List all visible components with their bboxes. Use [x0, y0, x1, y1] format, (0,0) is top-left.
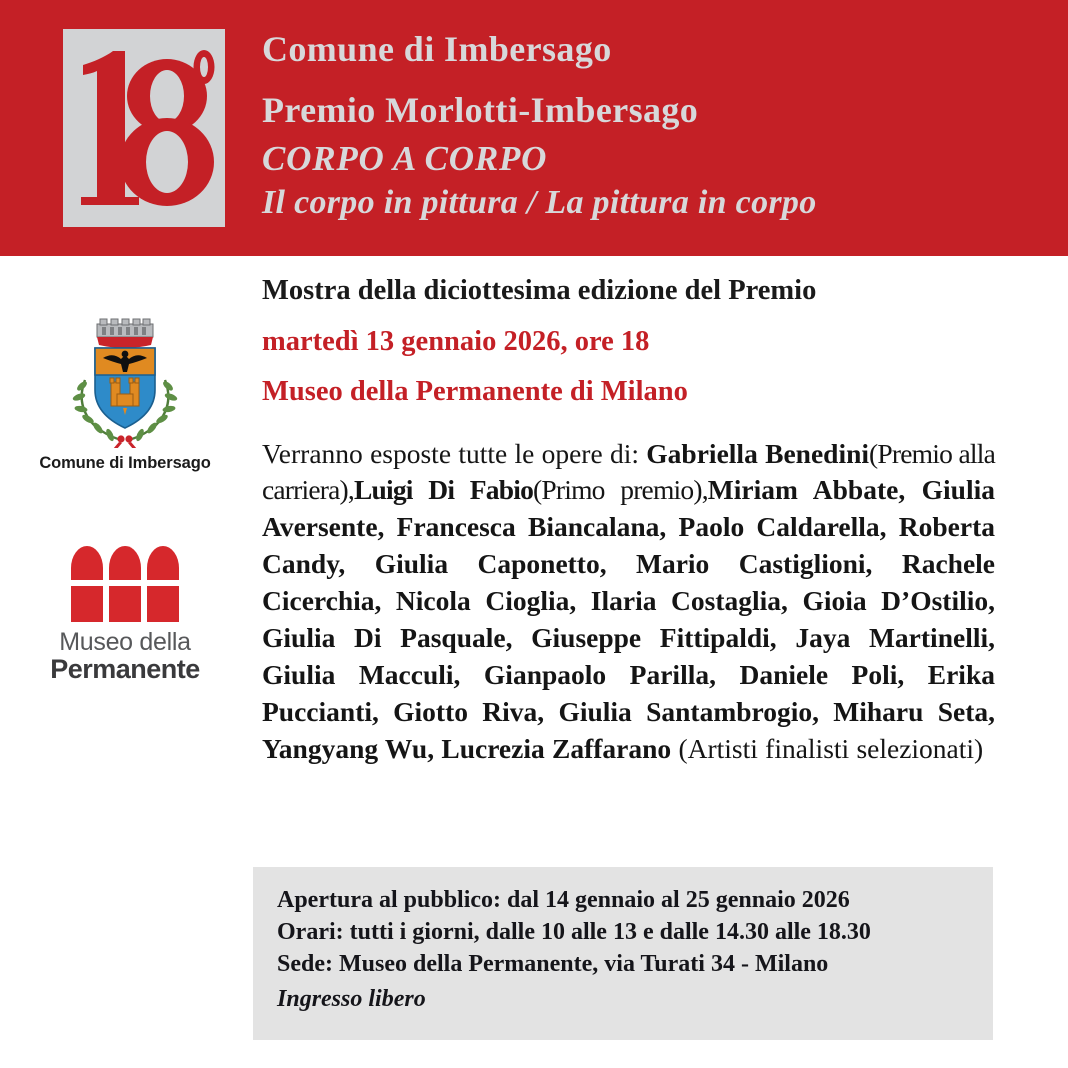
artists-paragraph	[262, 436, 995, 769]
permanente-line-1: Museo della	[59, 628, 191, 656]
artists-finalists-names: Miriam Abbate, Giulia Aversente, Francesca Biancalana, Paolo Caldarella, Roberta Candy, Giulia Caponetto, Mario Castiglioni, Rachele Cicerchia, Nicola Cioglia, Ilaria Costaglia, Gioia D’Ostilio, Giulia Di Pasquale, Giuseppe Fittipaldi, Jaya Martinelli, Giulia Macculi, Gianpaolo Parilla, Daniele Poli, Erika Puccianti, Giotto Riva, Giulia Santambrogio, Miharu Seta, Yangyang Wu, Lucrezia Zaffarano	[262, 474, 995, 765]
artist-first-prize-name: Luigi Di Fabio	[353, 474, 534, 506]
banner-exhibition-title: CORPO A CORPO	[262, 139, 548, 178]
comune-crest-block	[0, 318, 250, 473]
artists-intro: Verranno esposte tutte le opere di:	[262, 437, 639, 469]
info-free-entry: Ingresso libero	[277, 985, 426, 1012]
banner-exhibition-subtitle: Il corpo in pittura / La pittura in corpo	[262, 184, 817, 221]
artist-first-prize-note: (Primo premio),	[533, 474, 708, 506]
info-opening-dates: Apertura al pubblico: dal 14 gennaio al 25 gennaio 2026	[277, 887, 850, 913]
artists-finalists-note: (Artisti finalisti selezionati)	[678, 733, 984, 765]
headline-block	[262, 277, 1002, 407]
permanente-line-2: Permanente	[50, 653, 200, 684]
edition-number-logo	[63, 29, 225, 227]
main-content	[262, 256, 1002, 1012]
crest-caption: Comune di Imbersago	[39, 454, 211, 472]
banner-municipality: Comune di Imbersago	[262, 29, 612, 69]
artist-honor-note: (Premio alla carriera),	[262, 437, 996, 506]
artist-honor-name: Gabriella Benedini	[646, 437, 870, 469]
banner-prize-name: Premio Morlotti-Imbersago	[262, 90, 699, 130]
headline-date: martedì 13 gennaio 2026, ore 18	[262, 325, 650, 357]
permanente-windows-icon	[69, 544, 181, 624]
coat-of-arms-icon	[55, 318, 195, 448]
info-venue-address: Sede: Museo della Permanente, via Turati 34 - Milano	[277, 950, 829, 977]
banner-text-block	[262, 31, 1052, 220]
logo-18-artwork	[63, 29, 225, 227]
header-banner	[0, 0, 1068, 256]
headline-exhibition: Mostra della diciottesima edizione del Premio	[262, 275, 817, 306]
permanente-logo-block	[0, 544, 250, 683]
practical-info-box	[253, 867, 993, 1040]
headline-venue: Museo della Permanente di Milano	[262, 376, 688, 407]
info-opening-hours: Orari: tutti i giorni, dalle 10 alle 13 e dalle 14.30 alle 18.30	[277, 918, 871, 945]
